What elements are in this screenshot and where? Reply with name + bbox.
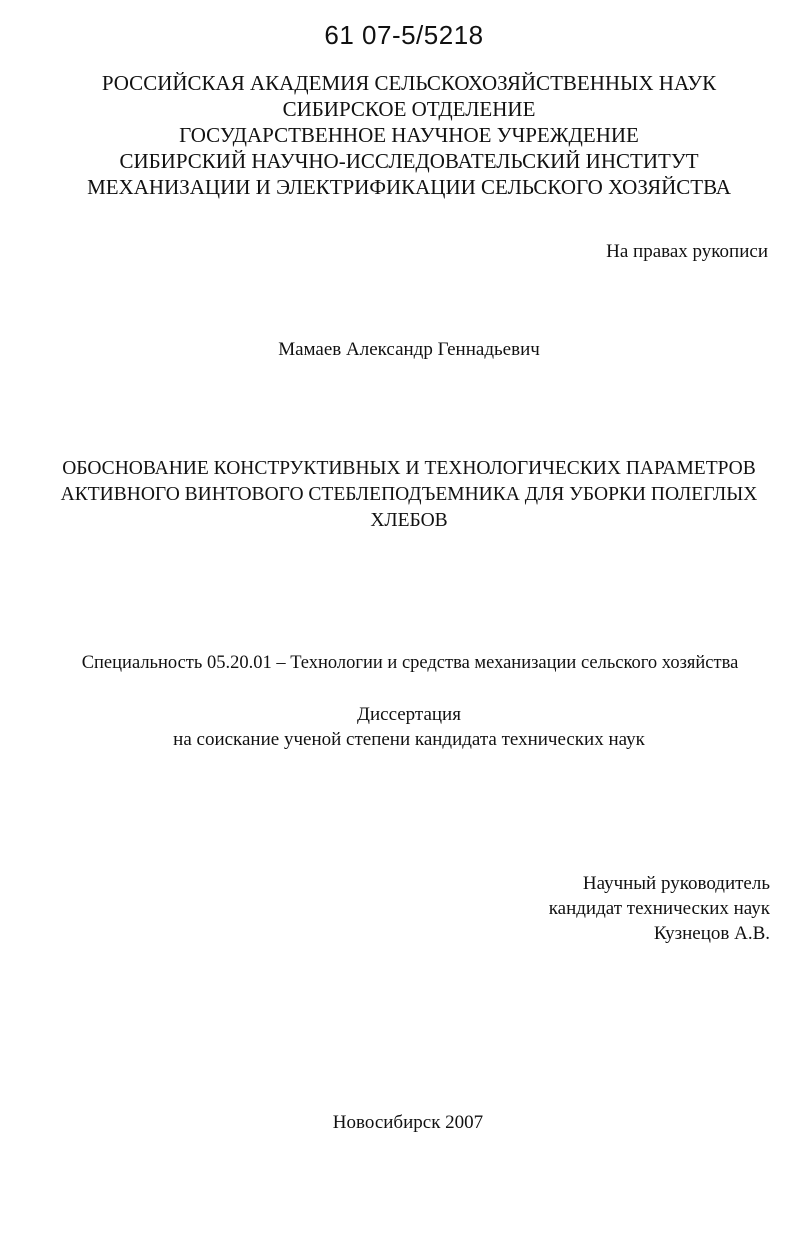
thesis-title-line: ХЛЕБОВ — [370, 510, 448, 531]
organization-line: РОССИЙСКАЯ АКАДЕМИЯ СЕЛЬСКОХОЗЯЙСТВЕННЫХ НАУК — [101, 71, 717, 95]
author-name: Мамаев Александр Геннадьевич — [278, 339, 540, 360]
organization-line: СИБИРСКОЕ ОТДЕЛЕНИЕ — [282, 97, 536, 121]
supervisor-name: Кузнецов А.В. — [653, 923, 770, 944]
thesis-title-line: АКТИВНОГО ВИНТОВОГО СТЕБЛЕПОДЪЕМНИКА ДЛЯ УБОРКИ ПОЛЕГЛЫХ — [60, 484, 758, 505]
organization-line: СИБИРСКИЙ НАУЧНО-ИССЛЕДОВАТЕЛЬСКИЙ ИНСТИТУТ — [119, 149, 699, 173]
supervisor-role: Научный руководитель — [582, 873, 770, 894]
supervisor-block — [549, 871, 770, 946]
organization-header — [0, 70, 798, 200]
thesis-title — [0, 456, 798, 534]
specialty: Специальность 05.20.01 – Технологии и средства механизации сельского хозяйства — [81, 653, 739, 673]
degree-sought: на соискание ученой степени кандидата технических наук — [173, 729, 645, 750]
catalog-number: 61 07-5/5218 — [324, 20, 484, 50]
dissertation-label: Диссертация — [357, 704, 461, 725]
city-year: Новосибирск 2007 — [332, 1112, 484, 1133]
supervisor-degree: кандидат технических наук — [548, 898, 770, 919]
organization-line: ГОСУДАРСТВЕННОЕ НАУЧНОЕ УЧРЕЖДЕНИЕ — [179, 123, 639, 147]
thesis-title-line: ОБОСНОВАНИЕ КОНСТРУКТИВНЫХ И ТЕХНОЛОГИЧЕСКИХ ПАРАМЕТРОВ — [62, 458, 756, 479]
manuscript-note: На правах рукописи — [606, 241, 768, 262]
dissertation-type — [0, 702, 798, 752]
organization-line: МЕХАНИЗАЦИИ И ЭЛЕКТРИФИКАЦИИ СЕЛЬСКОГО ХОЗЯЙСТВА — [87, 175, 731, 199]
